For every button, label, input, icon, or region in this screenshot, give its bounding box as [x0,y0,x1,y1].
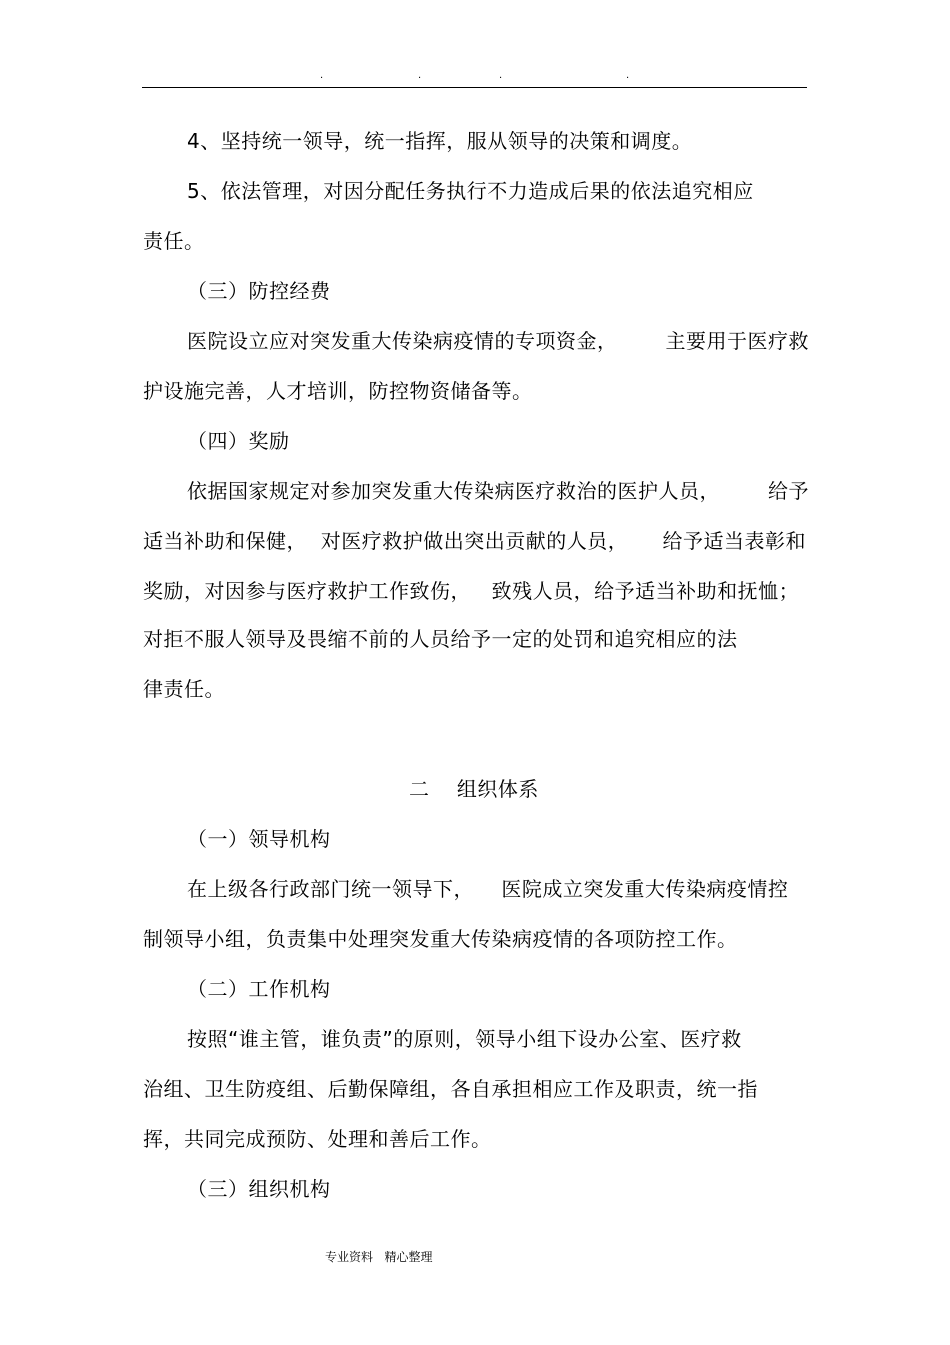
list-item: 4、坚持统一领导，统一指挥，服从领导的决策和调度。 [187,129,693,153]
paragraph-line: 律责任。 [143,677,225,701]
paragraph-line: 责任。 [143,229,205,253]
header-dot: . [626,70,630,81]
section-heading: （三）防控经费 [187,279,331,303]
header-dot: . [320,70,324,81]
paragraph-line: 挥，共同完成预防、处理和善后工作。 [143,1127,492,1151]
paragraph-line: 对拒不服人领导及畏缩不前的人员给予一定的处罚和追究相应的法 [143,627,738,651]
header-rule [142,87,807,88]
paragraph-line: 适当补助和保健， 对医疗救护做出突出贡献的人员， 给予适当表彰和 [143,529,807,553]
paragraph-line: 按照“谁主管，谁负责”的原则，领导小组下设办公室、医疗救 [187,1027,742,1051]
list-item: 5、依法管理，对因分配任务执行不力造成后果的依法追究相应 [187,179,754,203]
paragraph-line: 治组、卫生防疫组、后勤保障组，各自承担相应工作及职责，统一指 [143,1077,758,1101]
header-dot: . [499,70,503,81]
paragraph-line: 奖励，对因参与医疗救护工作致伤， 致残人员，给予适当补助和抚恤； [143,579,800,603]
section-heading: （三）组织机构 [187,1177,331,1201]
paragraph-line: 在上级各行政部门统一领导下， 医院成立突发重大传染病疫情控 [187,877,789,901]
header-dot: . [418,70,422,81]
header-dots [0,70,950,86]
chapter-heading: 二 组织体系 [409,777,539,801]
paragraph-line: 护设施完善，人才培训，防控物资储备等。 [143,379,533,403]
paragraph-line: 医院设立应对突发重大传染病疫情的专项资金， 主要用于医疗救 [187,329,810,353]
section-heading: （一）领导机构 [187,827,331,851]
page-footer: 专业资料 精心整理 [325,1250,433,1264]
section-heading: （四）奖励 [187,429,290,453]
section-heading: （二）工作机构 [187,977,331,1001]
paragraph-line: 制领导小组，负责集中处理突发重大传染病疫情的各项防控工作。 [143,927,738,951]
paragraph-line: 依据国家规定对参加突发重大传染病医疗救治的医护人员， 给予 [187,479,810,503]
